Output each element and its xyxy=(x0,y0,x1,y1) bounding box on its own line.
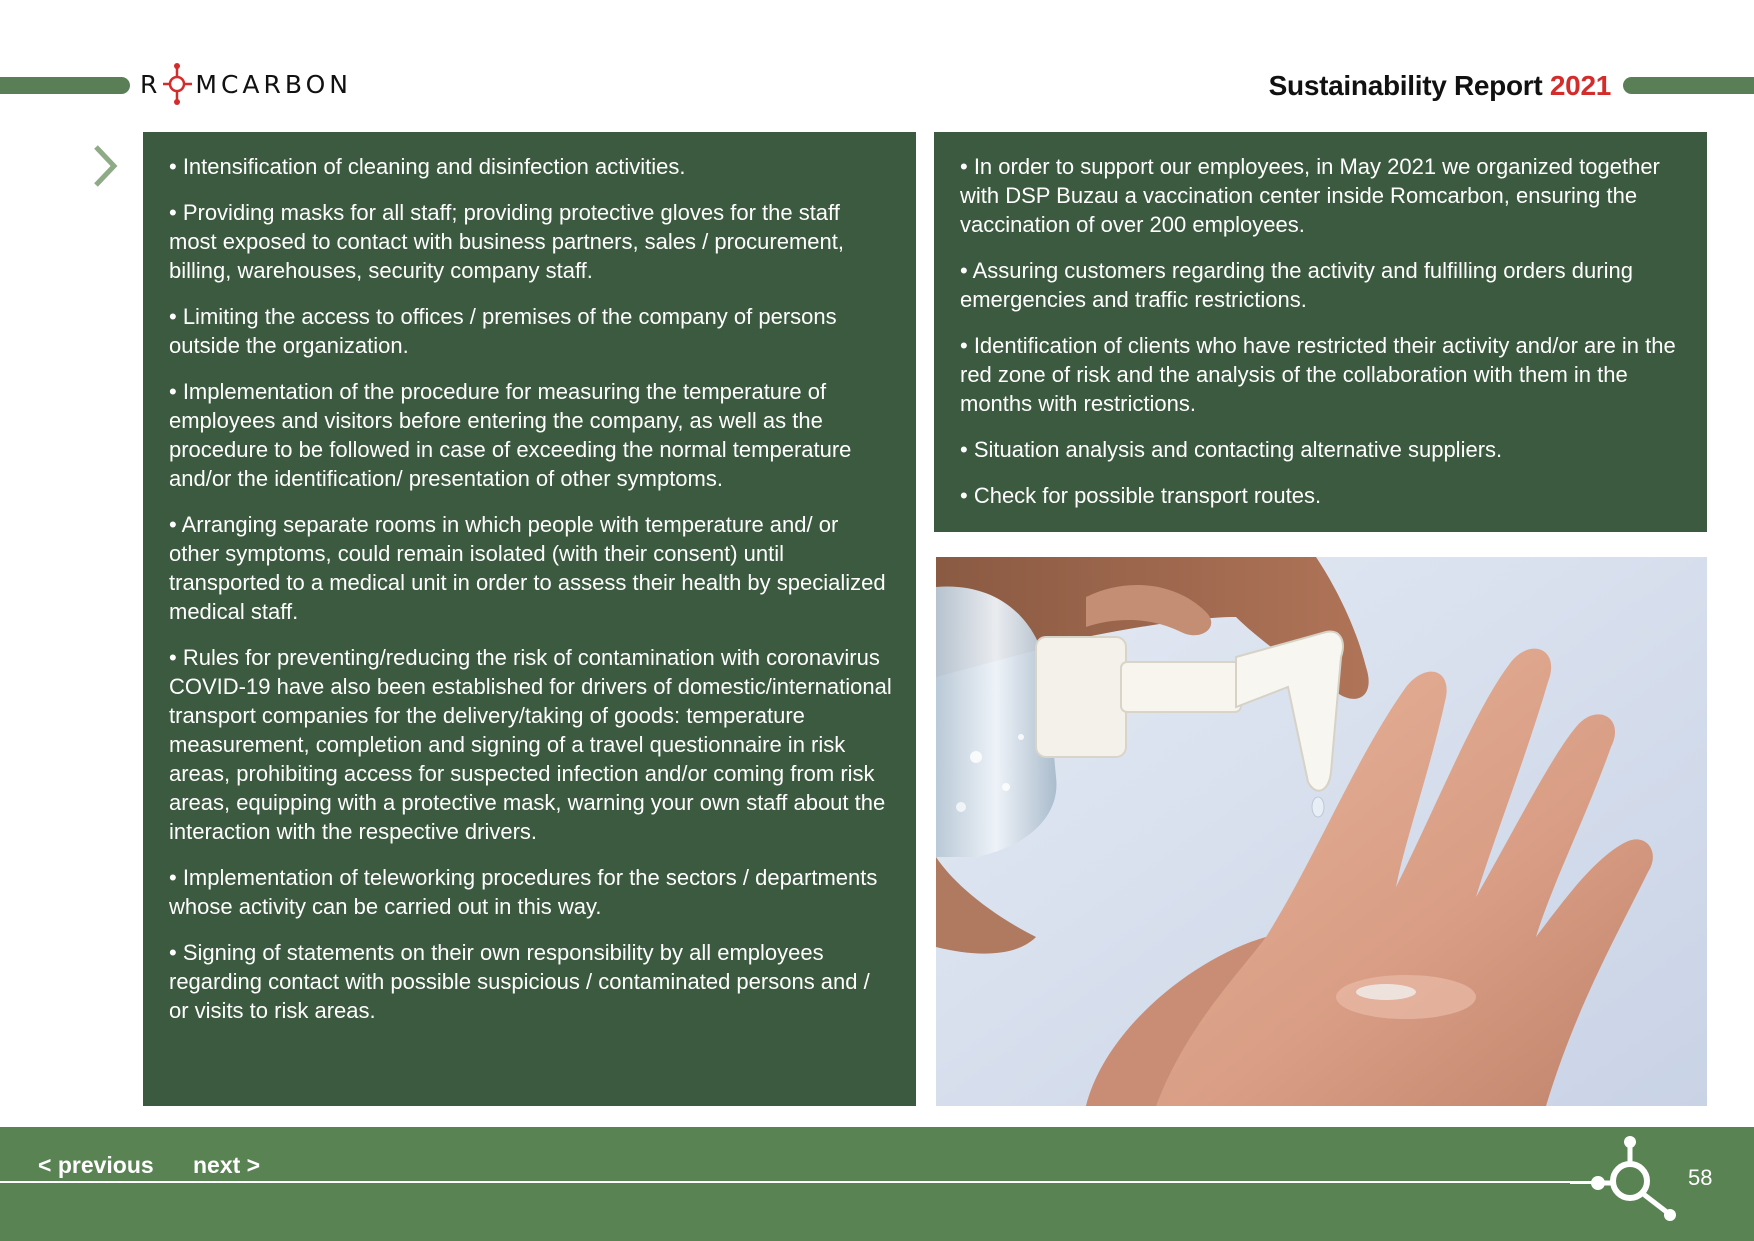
list-item: • Implementation of teleworking procedures for the sectors / departments whose activity can be carried out in this way. xyxy=(169,865,878,919)
measures-panel-left xyxy=(143,132,916,1106)
header-accent-bar-right xyxy=(1623,77,1754,94)
logo-wordmark: MCARBON xyxy=(195,69,352,99)
logo-molecule-icon xyxy=(160,60,194,108)
next-page-link[interactable]: next > xyxy=(193,1152,261,1178)
report-title xyxy=(1269,70,1611,102)
list-item: • Check for possible transport routes. xyxy=(960,483,1322,508)
list-item: • Identification of clients who have restricted their activity and/or are in the red zone of risk and the analysis of the collaboration with them in the months with restrictions. xyxy=(960,333,1676,416)
footer-divider xyxy=(0,1181,1600,1183)
previous-page-link[interactable]: < previous xyxy=(38,1152,154,1178)
list-item: • Providing masks for all staff; providing protective gloves for the staff most exposed to contact with business partners, sales / procurement, billing, warehouses, security company staff. xyxy=(169,200,844,283)
chevron-right-icon xyxy=(92,143,120,189)
list-item: • Situation analysis and contacting alternative suppliers. xyxy=(960,437,1503,462)
header-accent-bar-left xyxy=(0,77,130,94)
report-title-text: Sustainability Report xyxy=(1268,70,1543,101)
list-item: • Rules for preventing/reducing the risk of contamination with coronavirus COVID-19 have also been established for drivers of domestic/international transport companies for the delivery/taking of goods: temperature measurement, completion and signing of a travel questionnaire in risk areas, prohibiting access for suspected infection and/or coming from risk areas, equipping with a protective mask, warning your own staff about the interaction with the respective drivers. xyxy=(169,645,892,844)
page-number: 58 xyxy=(1688,1165,1713,1190)
logo-letter-r: R xyxy=(140,69,162,99)
list-item: • Intensification of cleaning and disinfection activities. xyxy=(169,154,686,179)
hand-sanitizer-photo xyxy=(936,557,1707,1106)
list-item: • Limiting the access to offices / premises of the company of persons outside the organization. xyxy=(169,304,837,358)
list-item: • Implementation of the procedure for measuring the temperature of employees and visitors before entering the company, as well as the procedure to be followed in case of exceeding the normal temperature and/or the identification/ presentation of other symptoms. xyxy=(169,379,852,491)
footer-bar xyxy=(0,1127,1754,1241)
measures-panel-right xyxy=(934,132,1707,532)
list-item: • Signing of statements on their own responsibility by all employees regarding contact with possible suspicious / contaminated persons and / or visits to risk areas. xyxy=(169,940,870,1023)
company-logo xyxy=(140,60,352,108)
list-item: • Assuring customers regarding the activity and fulfilling orders during emergencies and traffic restrictions. xyxy=(960,258,1633,312)
report-year: 2021 xyxy=(1549,70,1611,101)
molecule-icon xyxy=(1570,1133,1680,1228)
list-item: • Arranging separate rooms in which people with temperature and/ or other symptoms, could remain isolated (with their consent) until transported to a medical unit in order to assess their health by specialized medical staff. xyxy=(169,512,886,624)
list-item: • In order to support our employees, in May 2021 we organized together with DSP Buzau a vaccination center inside Romcarbon, ensuring the vaccination of over 200 employees. xyxy=(960,154,1660,237)
